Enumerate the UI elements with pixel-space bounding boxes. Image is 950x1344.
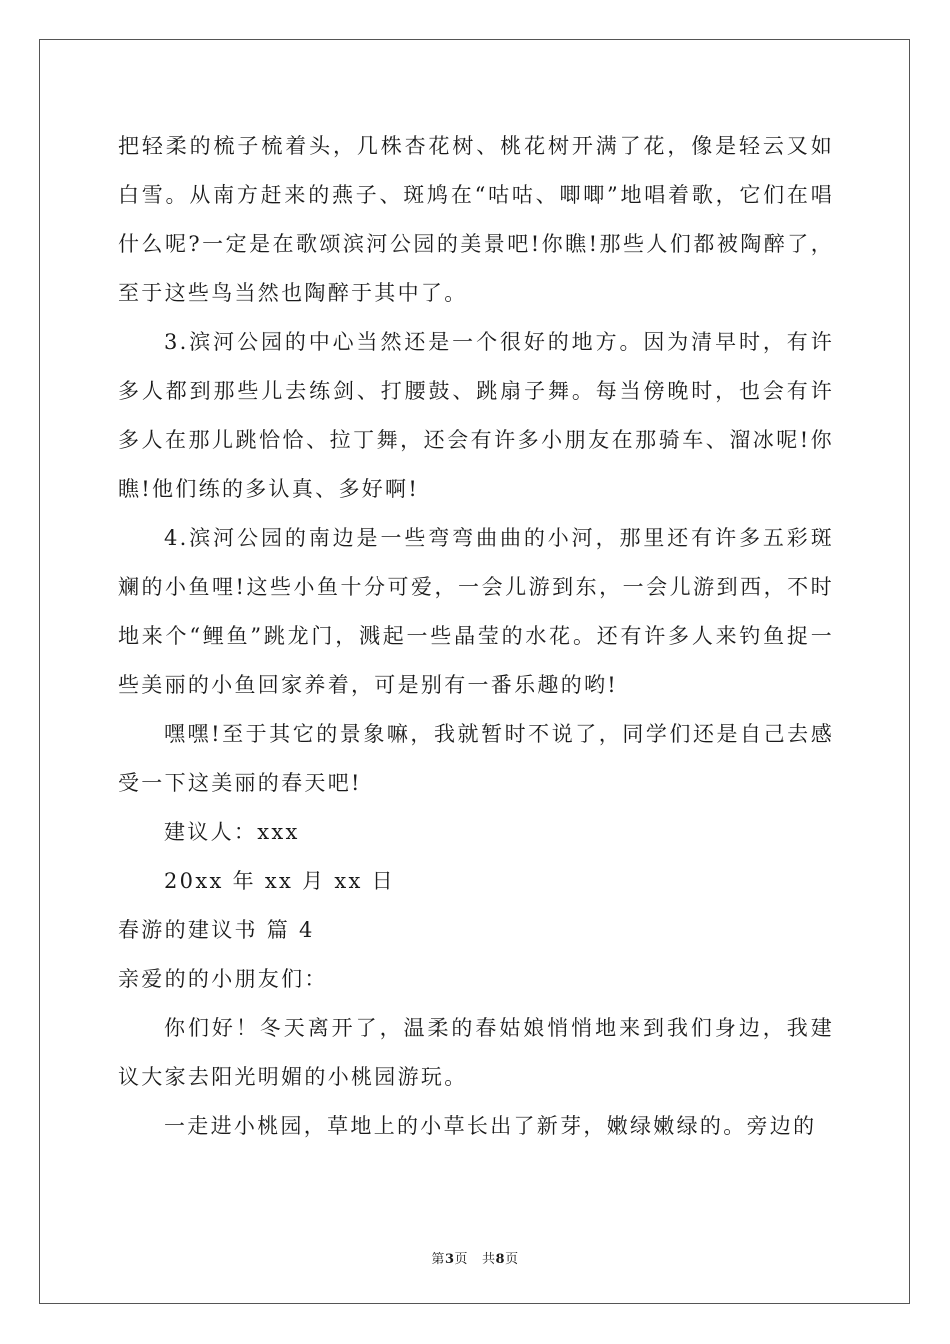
page-footer xyxy=(0,1248,950,1267)
section-title: 春游的建议书 篇 4 xyxy=(118,918,315,942)
paragraph-6: 一走进小桃园，草地上的小草长出了新芽，嫩绿嫩绿的。旁边的 xyxy=(164,1114,817,1138)
date-line: 20xx 年 xx 月 xx 日 xyxy=(164,869,395,893)
paragraph-3: 4.滨河公园的南边是一些弯弯曲曲的小河，那里还有许多五彩斑斓的小鱼哩!这些小鱼十分可爱，一会儿游到东，一会儿游到西，不时地来个“鲤鱼”跳龙门，溅起一些晶莹的水花。还有许多人来钓鱼捉一些美丽的小鱼回家养着，可是别有一番乐趣的哟! xyxy=(118,526,834,697)
total-prefix: 共 xyxy=(482,1252,496,1267)
page-total: 8 xyxy=(495,1252,506,1267)
paragraph-2: 3.滨河公园的中心当然还是一个很好的地方。因为清早时，有许多人都到那些儿去练剑、打腰鼓、跳扇子舞。每当傍晚时，也会有许多人在那儿跳恰恰、拉丁舞，还会有许多小朋友在那骑车、溜冰呢!你瞧!他们练的多认真、多好啊! xyxy=(118,330,834,501)
paragraph-5: 你们好！冬天离开了，温柔的春姑娘悄悄地来到我们身边，我建议大家去阳光明媚的小桃园游玩。 xyxy=(118,1016,834,1089)
page-suffix: 页 xyxy=(454,1252,468,1267)
paragraph-1: 把轻柔的梳子梳着头，几株杏花树、桃花树开满了花，像是轻云又如白雪。从南方赶来的燕子、斑鸠在“咕咕、唧唧”地唱着歌，它们在唱什么呢?一定是在歌颂滨河公园的美景吧!你瞧!那些人们都被陶醉了，至于这些鸟当然也陶醉于其中了。 xyxy=(118,134,834,305)
page-current: 3 xyxy=(444,1252,455,1267)
salutation: 亲爱的的小朋友们： xyxy=(118,967,328,991)
paragraph-4: 嘿嘿!至于其它的景象嘛，我就暂时不说了，同学们还是自己去感受一下这美丽的春天吧! xyxy=(118,722,834,795)
document-body xyxy=(118,122,834,1151)
total-suffix: 页 xyxy=(505,1252,519,1267)
proposer-line: 建议人：xxx xyxy=(164,820,300,844)
page-prefix: 第 xyxy=(431,1252,445,1267)
